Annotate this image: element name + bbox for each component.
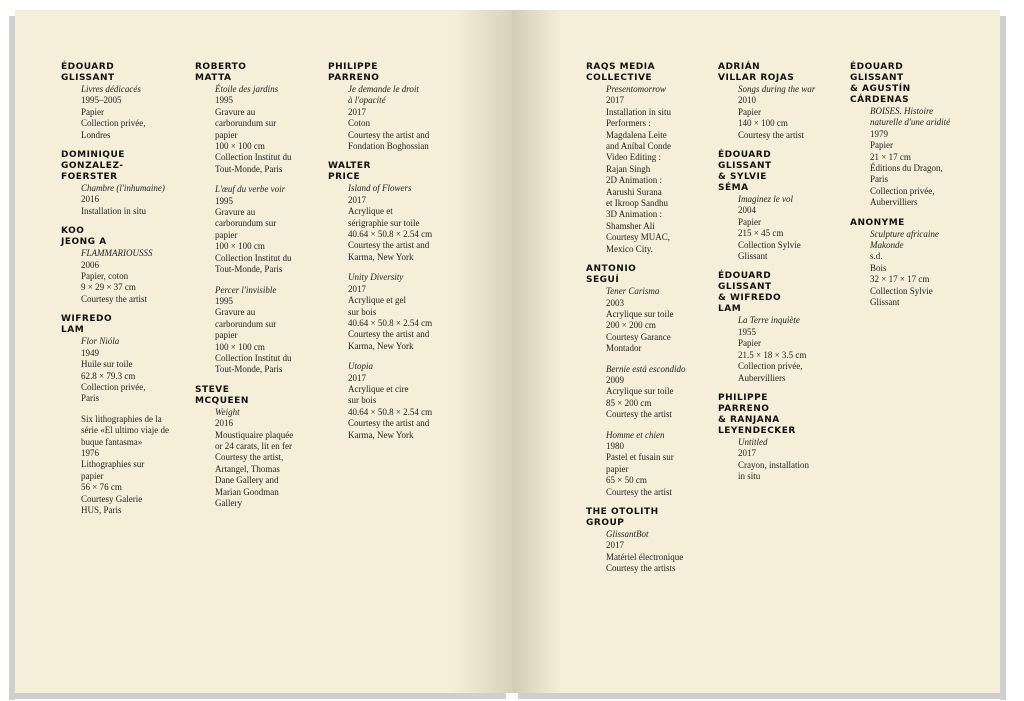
artwork-title: Livres dédicacés	[81, 84, 141, 94]
artwork-detail: Courtesy Galerie	[81, 493, 143, 504]
artwork-detail: carborundum sur	[215, 318, 277, 329]
artist-entry	[328, 62, 448, 152]
artwork-entry	[61, 84, 181, 141]
artwork-detail: 1995	[215, 195, 233, 206]
right-column-3	[850, 62, 970, 318]
left-column-1	[61, 62, 181, 525]
artwork-detail: Video Editing :	[606, 152, 661, 163]
artwork-detail: Collection Institut du	[215, 152, 292, 163]
artist-name	[586, 264, 706, 286]
artist-name-line: MATTA	[195, 73, 232, 83]
artwork-title: GlissantBot	[606, 529, 649, 539]
artwork-detail: Glissant	[870, 297, 900, 308]
artist-entry	[586, 507, 706, 575]
artwork-detail: 21 × 17 cm	[870, 151, 911, 162]
artist-name-line: ÉDOUARD	[718, 150, 772, 161]
artist-entry	[195, 385, 315, 510]
artwork-entry	[718, 194, 838, 262]
artwork-detail: Londres	[81, 129, 111, 140]
artwork-title: Songs during the war	[738, 84, 816, 94]
artwork-detail: Artangel, Thomas	[215, 463, 280, 474]
artwork-detail: 85 × 200 cm	[606, 397, 652, 408]
artist-entry	[718, 271, 838, 383]
artwork-detail: Acrylique et gel	[348, 295, 406, 306]
artist-name-line: PRICE	[328, 172, 361, 183]
artwork-title: naturelle d'une aridité	[870, 117, 951, 128]
artwork-title: Étoile des jardins	[215, 84, 279, 94]
artwork-detail: papier	[606, 463, 629, 474]
artist-name-line: GONZALEZ-	[61, 161, 124, 172]
artwork-entry	[195, 84, 315, 175]
artwork-detail: Courtesy the artist	[606, 409, 672, 420]
artwork-entry	[328, 361, 448, 441]
artist-name	[61, 150, 181, 183]
artist-entry	[718, 393, 838, 483]
artwork-detail: Acrylique et	[348, 206, 393, 217]
artist-name	[195, 385, 315, 407]
artwork-detail: 2017	[348, 283, 366, 294]
artist-name-line: ÉDOUARD	[718, 271, 772, 282]
artwork-detail: 1995–2005	[81, 95, 122, 106]
artwork-detail: Huile sur toile	[81, 359, 133, 370]
artwork-detail: Courtesy the artist and	[348, 329, 430, 340]
artwork-detail: Matériel électronique	[606, 551, 684, 562]
artwork-title: L'œuf du verbe voir	[215, 184, 286, 195]
artwork-entry	[195, 285, 315, 376]
artwork-detail: HUS, Paris	[81, 504, 122, 515]
artwork-title: BOISES. Histoire	[870, 106, 934, 116]
artwork-detail: 40.64 × 50.8 × 2.54 cm	[348, 317, 433, 328]
artwork-entry	[586, 364, 706, 421]
artist-name	[718, 62, 838, 84]
artist-name-line: ÉDOUARD	[850, 62, 904, 72]
artwork-title: La Terre inquiète	[738, 315, 800, 326]
artwork-detail: Tout-Monde, Paris	[215, 163, 283, 174]
artwork-title: Presentomorrow	[606, 84, 666, 94]
artwork-detail: Karma, New York	[348, 251, 414, 262]
artwork-detail: Performers :	[606, 118, 651, 129]
artist-name-line: PHILIPPE	[718, 392, 768, 403]
artwork-detail: papier	[215, 330, 238, 341]
artwork-detail: Rajan Singh	[606, 163, 651, 174]
artwork-detail: 2003	[606, 297, 624, 308]
artwork-detail: Collection privée,	[738, 361, 803, 372]
artist-entry	[850, 62, 970, 209]
artwork-detail: 2017	[348, 372, 366, 383]
artwork-detail: Crayon, installation	[738, 459, 809, 470]
artist-name-line: & RANJANA	[718, 414, 780, 425]
artist-name	[718, 271, 838, 315]
artwork-detail: 100 × 100 cm	[215, 341, 265, 352]
artwork-detail: papier	[215, 229, 238, 240]
artist-name-line: WALTER	[328, 161, 371, 172]
artwork-detail: Acrylique sur toile	[606, 386, 674, 397]
artwork-detail: Papier	[738, 216, 761, 227]
artwork-entry	[328, 183, 448, 263]
artist-name-line: THE OTOLITH	[586, 507, 659, 517]
artwork-entry	[718, 437, 838, 483]
artwork-detail: Dane Gallery and	[215, 475, 279, 486]
left-page	[15, 10, 512, 693]
artwork-detail: 1955	[738, 326, 756, 337]
artwork-detail: or 24 carats, lit en fer	[215, 440, 292, 451]
artwork-title: Sculpture africaine	[870, 228, 939, 239]
artwork-detail: Paris	[870, 174, 888, 185]
artwork-detail: Aubervilliers	[738, 372, 786, 383]
page-edge-right	[1000, 18, 1006, 700]
artwork-detail: 9 × 29 × 37 cm	[81, 282, 136, 293]
artwork-detail: sérigraphie sur toile	[348, 217, 420, 228]
artwork-detail: Gravure au	[215, 207, 256, 218]
artist-name-line: MCQUEEN	[195, 395, 249, 406]
artwork-detail: Aubervilliers	[870, 197, 918, 208]
artwork-detail: Collection Sylvie	[870, 285, 933, 296]
artwork-detail: 40.64 × 50.8 × 2.54 cm	[348, 229, 433, 240]
artist-name-line: KOO	[61, 226, 85, 237]
artist-entry	[718, 150, 838, 262]
artwork-detail: Pastel et fusain sur	[606, 452, 674, 463]
artwork-detail: sur bois	[348, 306, 377, 317]
artist-name	[586, 62, 706, 84]
artist-name-line: & WIFREDO	[718, 293, 782, 304]
artwork-detail: 2017	[606, 540, 624, 551]
artwork-entry	[61, 414, 181, 517]
artwork-detail: 2009	[606, 374, 624, 385]
artwork-detail: Tout-Monde, Paris	[215, 264, 283, 275]
artwork-detail: papier	[81, 470, 104, 481]
artwork-detail: Installation in situ	[606, 106, 671, 117]
artwork-detail: Acrylique sur toile	[606, 308, 674, 319]
artwork-title: Tener Carisma	[606, 286, 660, 297]
artwork-detail: 2D Animation :	[606, 175, 662, 186]
artist-entry	[61, 226, 181, 305]
artwork-entry	[61, 336, 181, 404]
artwork-detail: Karma, New York	[348, 340, 414, 351]
artwork-detail: Courtesy the artists	[606, 563, 676, 574]
artist-name-line: LEYENDECKER	[718, 425, 796, 436]
artwork-detail: Collection privée,	[870, 185, 935, 196]
artwork-detail: 2017	[738, 448, 756, 459]
artwork-entry	[195, 407, 315, 510]
artwork-detail: Lithographies sur	[81, 459, 145, 470]
artwork-detail: 2016	[215, 418, 233, 429]
artwork-detail: 100 × 100 cm	[215, 241, 265, 252]
artwork-detail: Marian Goodman	[215, 486, 279, 497]
artwork-title: Chambre (l'inhumaine)	[81, 183, 165, 194]
right-page	[512, 10, 1000, 693]
artwork-title: Imaginez le vol	[738, 194, 793, 205]
artist-name-line: & SYLVIE	[718, 172, 767, 183]
artist-name	[61, 62, 181, 84]
artwork-detail: Installation in situ	[81, 205, 146, 216]
artist-name	[718, 393, 838, 437]
artwork-detail: Mexico City.	[606, 243, 653, 254]
artwork-title: Bernie está escondido	[606, 363, 686, 374]
artwork-entry	[586, 84, 706, 255]
artwork-entry	[586, 286, 706, 354]
artwork-entry	[328, 84, 448, 152]
artwork-entry	[850, 229, 970, 309]
artwork-detail: in situ	[738, 471, 761, 482]
artwork-detail: 2006	[81, 259, 99, 270]
artwork-detail: 62.8 × 79.3 cm	[81, 370, 136, 381]
artist-name-line: STEVE	[195, 384, 230, 395]
artwork-title: FLAMMARIOUSSS	[81, 248, 153, 259]
artwork-detail: et Ikroop Sandhu	[606, 198, 668, 209]
artwork-detail: 40.64 × 50.8 × 2.54 cm	[348, 406, 433, 417]
artist-name-line: JEONG A	[61, 237, 107, 248]
artist-name-line: PARRENO	[718, 403, 770, 414]
artist-name	[195, 62, 315, 84]
artist-entry	[61, 150, 181, 217]
artwork-detail: Collection Sylvie	[738, 239, 801, 250]
right-column-1	[586, 62, 706, 584]
artwork-detail: Montador	[606, 343, 642, 354]
artwork-detail: 200 × 200 cm	[606, 320, 656, 331]
artist-name-line: CÁRDENAS	[850, 95, 910, 105]
artwork-detail: 2010	[738, 95, 756, 106]
artwork-detail: 2017	[348, 106, 366, 117]
left-column-2	[195, 62, 315, 518]
artist-entry	[586, 264, 706, 498]
artwork-detail: Courtesy MUAC,	[606, 232, 671, 243]
artist-name-line: SEGUÍ	[586, 275, 620, 286]
artwork-detail: and Aníbal Conde	[606, 141, 671, 152]
artwork-detail: buque fantasma»	[81, 436, 143, 447]
artwork-detail: Acrylique et cire	[348, 383, 409, 394]
artwork-detail: 21.5 × 18 × 3.5 cm	[738, 349, 807, 360]
artwork-detail: 2017	[606, 95, 624, 106]
artwork-detail: 56 × 76 cm	[81, 482, 122, 493]
artwork-detail: 3D Animation :	[606, 209, 662, 220]
artwork-detail: Aarushi Surana	[606, 186, 662, 197]
artwork-detail: Courtesy the artist	[738, 129, 804, 140]
artwork-detail: s.d.	[870, 251, 883, 262]
artwork-detail: 32 × 17 × 17 cm	[870, 274, 930, 285]
artwork-entry	[718, 315, 838, 383]
artist-name-line: SÉMA	[718, 183, 749, 194]
artwork-detail: Gravure au	[215, 307, 256, 318]
artwork-detail: Papier	[738, 338, 761, 349]
artist-name-line: DOMINIQUE	[61, 150, 125, 161]
artwork-detail: Glissant	[738, 251, 768, 262]
artist-name-line: ROBERTO	[195, 62, 247, 72]
artwork-title: Homme et chien	[606, 429, 665, 440]
artist-entry	[586, 62, 706, 255]
artwork-detail: Coton	[348, 118, 371, 129]
artist-name	[61, 314, 181, 336]
artwork-detail: Gravure au	[215, 106, 256, 117]
artwork-detail: 140 × 100 cm	[738, 118, 788, 129]
artwork-detail: Courtesy the artist	[81, 293, 147, 304]
artwork-title: Unity Diversity	[348, 272, 404, 283]
artist-name-line: PHILIPPE	[328, 62, 378, 72]
artwork-detail: Collection privée,	[81, 118, 146, 129]
artwork-detail: 1979	[870, 128, 888, 139]
artist-entry	[195, 62, 315, 376]
artwork-detail: Courtesy the artist	[606, 486, 672, 497]
artist-name	[328, 62, 448, 84]
artist-name	[850, 62, 970, 106]
artist-name-line: ADRIÁN	[718, 62, 761, 72]
artist-name-line: FOERSTER	[61, 172, 118, 183]
artist-name-line: RAQS MEDIA	[586, 62, 656, 72]
artwork-entry	[328, 272, 448, 352]
artwork-title: Untitled	[738, 436, 768, 447]
artwork-detail: Tout-Monde, Paris	[215, 364, 283, 375]
artist-name-line: VILLAR ROJAS	[718, 73, 795, 83]
artwork-entry	[195, 184, 315, 275]
artist-name	[718, 150, 838, 194]
artwork-detail: Moustiquaire plaquée	[215, 429, 294, 440]
artist-name-line: ANONYME	[850, 217, 905, 228]
artwork-detail: Collection Institut du	[215, 252, 292, 263]
artwork-detail: Courtesy the artist and	[348, 418, 430, 429]
artwork-detail: Bois	[870, 262, 887, 273]
artwork-detail: série «El ultimo viaje de	[81, 425, 169, 436]
artwork-title: Je demande le droit	[348, 84, 419, 94]
artwork-entry	[61, 248, 181, 305]
artwork-entry	[586, 430, 706, 498]
artwork-detail: Papier	[870, 140, 893, 151]
artwork-title: Makonde	[870, 240, 904, 251]
left-column-3	[328, 62, 448, 450]
artwork-detail: Collection privée,	[81, 381, 146, 392]
artist-entry	[61, 62, 181, 141]
artist-name-line: WIFREDO	[61, 314, 113, 325]
artist-name-line: GLISSANT	[61, 73, 115, 83]
artwork-detail: carborundum sur	[215, 118, 277, 129]
artwork-title: Flor Nióla	[81, 336, 120, 347]
artwork-detail: 1980	[606, 440, 624, 451]
artwork-title: à l'opacité	[348, 95, 386, 106]
artist-entry	[718, 62, 838, 141]
right-column-2	[718, 62, 838, 492]
artwork-entry	[586, 529, 706, 575]
artwork-detail: Papier	[738, 106, 761, 117]
artwork-detail: 100 × 100 cm	[215, 141, 265, 152]
artwork-title: Island of Flowers	[348, 183, 412, 194]
artwork-entry	[718, 84, 838, 141]
artwork-detail: 65 × 50 cm	[606, 475, 647, 486]
artist-entry	[61, 314, 181, 516]
artist-name	[850, 218, 970, 229]
artwork-detail: Magdalena Leite	[606, 129, 667, 140]
artist-name	[328, 161, 448, 183]
artist-name-line: GLISSANT	[718, 161, 772, 172]
artist-name-line: COLLECTIVE	[586, 73, 653, 83]
artwork-detail: Fondation Boghossian	[348, 141, 429, 152]
artwork-detail: sur bois	[348, 395, 377, 406]
artist-name-line: GROUP	[586, 518, 625, 528]
artwork-entry	[61, 183, 181, 217]
artist-name-line: LAM	[61, 325, 85, 336]
artwork-detail: papier	[215, 129, 238, 140]
artwork-entry	[850, 106, 970, 209]
artist-name-line: & AGUSTÍN	[850, 84, 911, 94]
artwork-detail: Karma, New York	[348, 429, 414, 440]
artwork-detail: Paris	[81, 393, 99, 404]
artist-entry	[850, 218, 970, 309]
artwork-title: Percer l'invisible	[215, 284, 277, 295]
artwork-detail: Papier, coton	[81, 271, 129, 282]
artwork-detail: Courtesy the artist and	[348, 240, 430, 251]
artwork-detail: Courtesy the artist and	[348, 129, 430, 140]
artwork-detail: Collection Institut du	[215, 352, 292, 363]
artwork-detail: Éditions du Dragon,	[870, 163, 943, 174]
artwork-detail: 1995	[215, 95, 233, 106]
artwork-detail: 1976	[81, 447, 99, 458]
artwork-detail: Shamsher Ali	[606, 220, 655, 231]
artist-name-line: GLISSANT	[850, 73, 904, 83]
artwork-title: Weight	[215, 406, 240, 417]
artwork-detail: Courtesy the artist,	[215, 452, 284, 463]
artist-name-line: ÉDOUARD	[61, 62, 115, 72]
artwork-title: Utopia	[348, 361, 374, 372]
artist-name-line: ANTONIO	[586, 264, 637, 275]
artist-name-line: PARRENO	[328, 73, 380, 83]
artwork-detail: 2017	[348, 194, 366, 205]
artwork-detail: Gallery	[215, 498, 242, 508]
artist-name-line: LAM	[718, 304, 742, 315]
artist-name	[61, 226, 181, 248]
artwork-detail: carborundum sur	[215, 218, 277, 229]
artwork-detail: 2016	[81, 194, 99, 205]
artist-name-line: GLISSANT	[718, 282, 772, 293]
artwork-detail: 1995	[215, 295, 233, 306]
artist-name	[586, 507, 706, 529]
artwork-detail: 1949	[81, 347, 99, 358]
artwork-detail: Six lithographies de la	[81, 413, 162, 424]
artwork-detail: 215 × 45 cm	[738, 228, 784, 239]
artwork-detail: Papier	[81, 106, 104, 117]
artwork-detail: 2004	[738, 205, 756, 216]
artist-entry	[328, 161, 448, 441]
artwork-detail: Courtesy Garance	[606, 331, 671, 342]
